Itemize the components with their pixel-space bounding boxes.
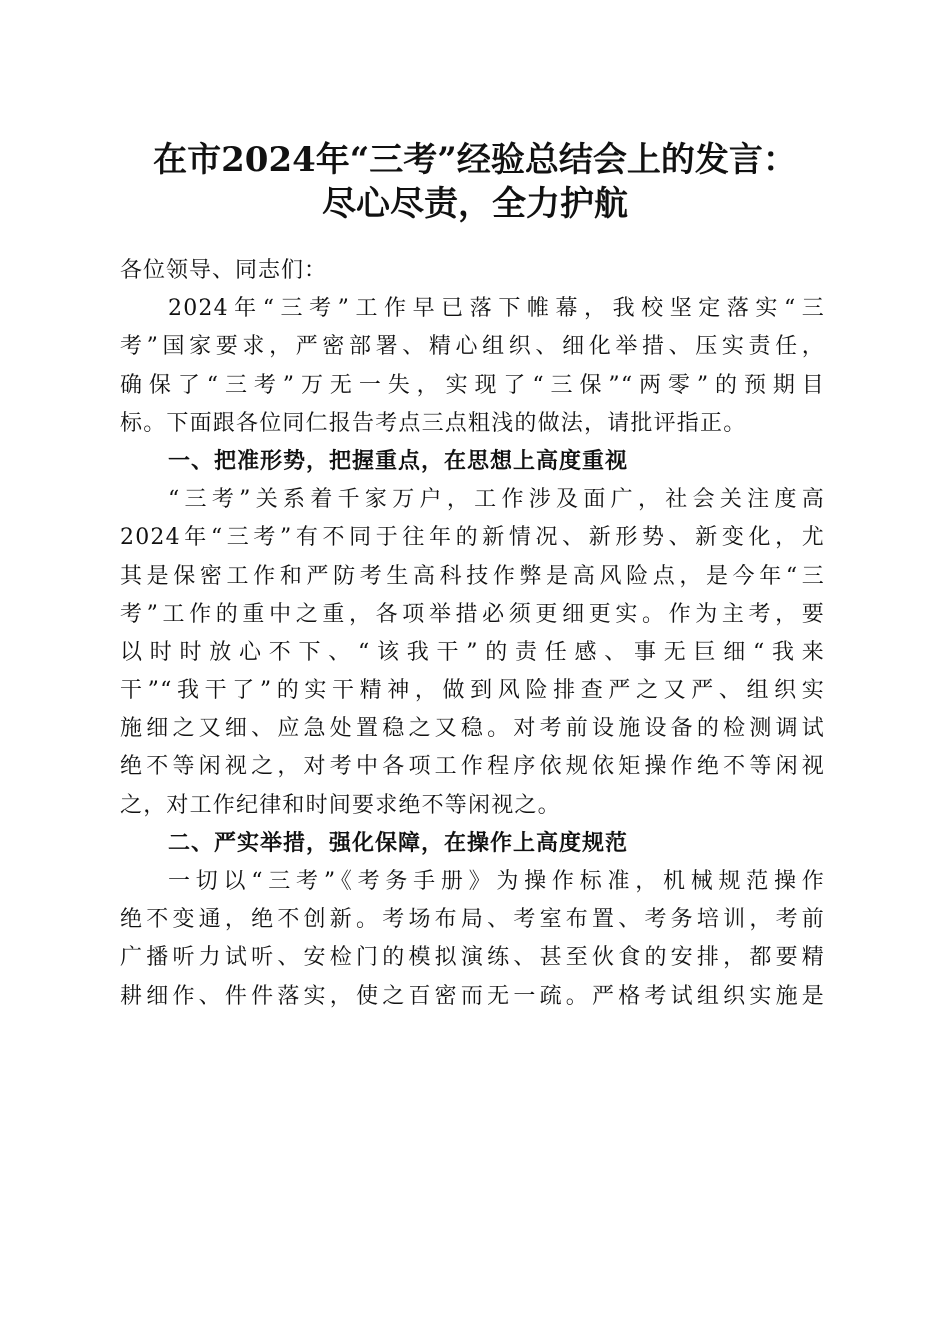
paragraph-line: 耕细作、件件落实，使之百密而无一疏。严格考试组织实施是 xyxy=(120,983,825,1009)
paragraph-line: 一切以“三考”《考务手册》为操作标准，机械规范操作 xyxy=(168,869,825,894)
paragraph-line: 绝不变通，绝不创新。考场布局、考室布置、考务培训，考前 xyxy=(120,907,825,933)
paragraph-line: 绝不等闲视之，对考中各项工作程序依规依矩操作绝不等闲视 xyxy=(120,754,825,780)
paragraph-line: 考”国家要求，严密部署、精心组织、细化举措、压实责任， xyxy=(120,334,825,360)
document-title-line-2: 尽心尽责，全力护航 xyxy=(322,184,628,224)
paragraph-line: 2024年“三考”有不同于往年的新情况、新形势、新变化，尤 xyxy=(120,525,825,551)
paragraph-line: “三考”关系着千家万户，工作涉及面广，社会关注度高 xyxy=(168,487,825,513)
document-body xyxy=(120,252,825,1016)
paragraph-line: 2024年“三考”工作早已落下帷幕，我校坚定落实“三 xyxy=(168,296,825,322)
paragraph-line: 其是保密工作和严防考生高科技作弊是高风险点，是今年“三 xyxy=(120,563,825,589)
paragraph-line: 考”工作的重中之重，各项举措必须更细更实。作为主考，要 xyxy=(120,601,825,627)
paragraph-line: 施细之又细、应急处置稳之又稳。对考前设施设备的检测调试 xyxy=(120,716,825,742)
paragraph-line: 之，对工作纪律和时间要求绝不等闲视之。 xyxy=(120,792,561,818)
document-title-line-1: 在市2024年“三考”经验总结会上的发言： xyxy=(153,140,797,180)
paragraph-line: 以时时放心不下、“该我干”的责任感、事无巨细“我来 xyxy=(120,639,825,665)
paragraph-line: 标。下面跟各位同仁报告考点三点粗浅的做法，请批评指正。 xyxy=(120,410,747,436)
section-heading-2: 二、严实举措，强化保障，在操作上高度规范 xyxy=(168,830,629,856)
paragraph-line: 广播听力试听、安检门的模拟演练、甚至伙食的安排，都要精 xyxy=(120,945,825,971)
salutation: 各位领导、同志们： xyxy=(120,258,328,283)
paragraph-line: 确保了“三考”万无一失，实现了“三保”“两零”的预期目 xyxy=(120,372,825,398)
section-heading-1: 一、把准形势，把握重点，在思想上高度重视 xyxy=(168,448,629,474)
paragraph-line: 干”“我干了”的实干精神，做到风险排查严之又严、组织实 xyxy=(120,678,825,704)
